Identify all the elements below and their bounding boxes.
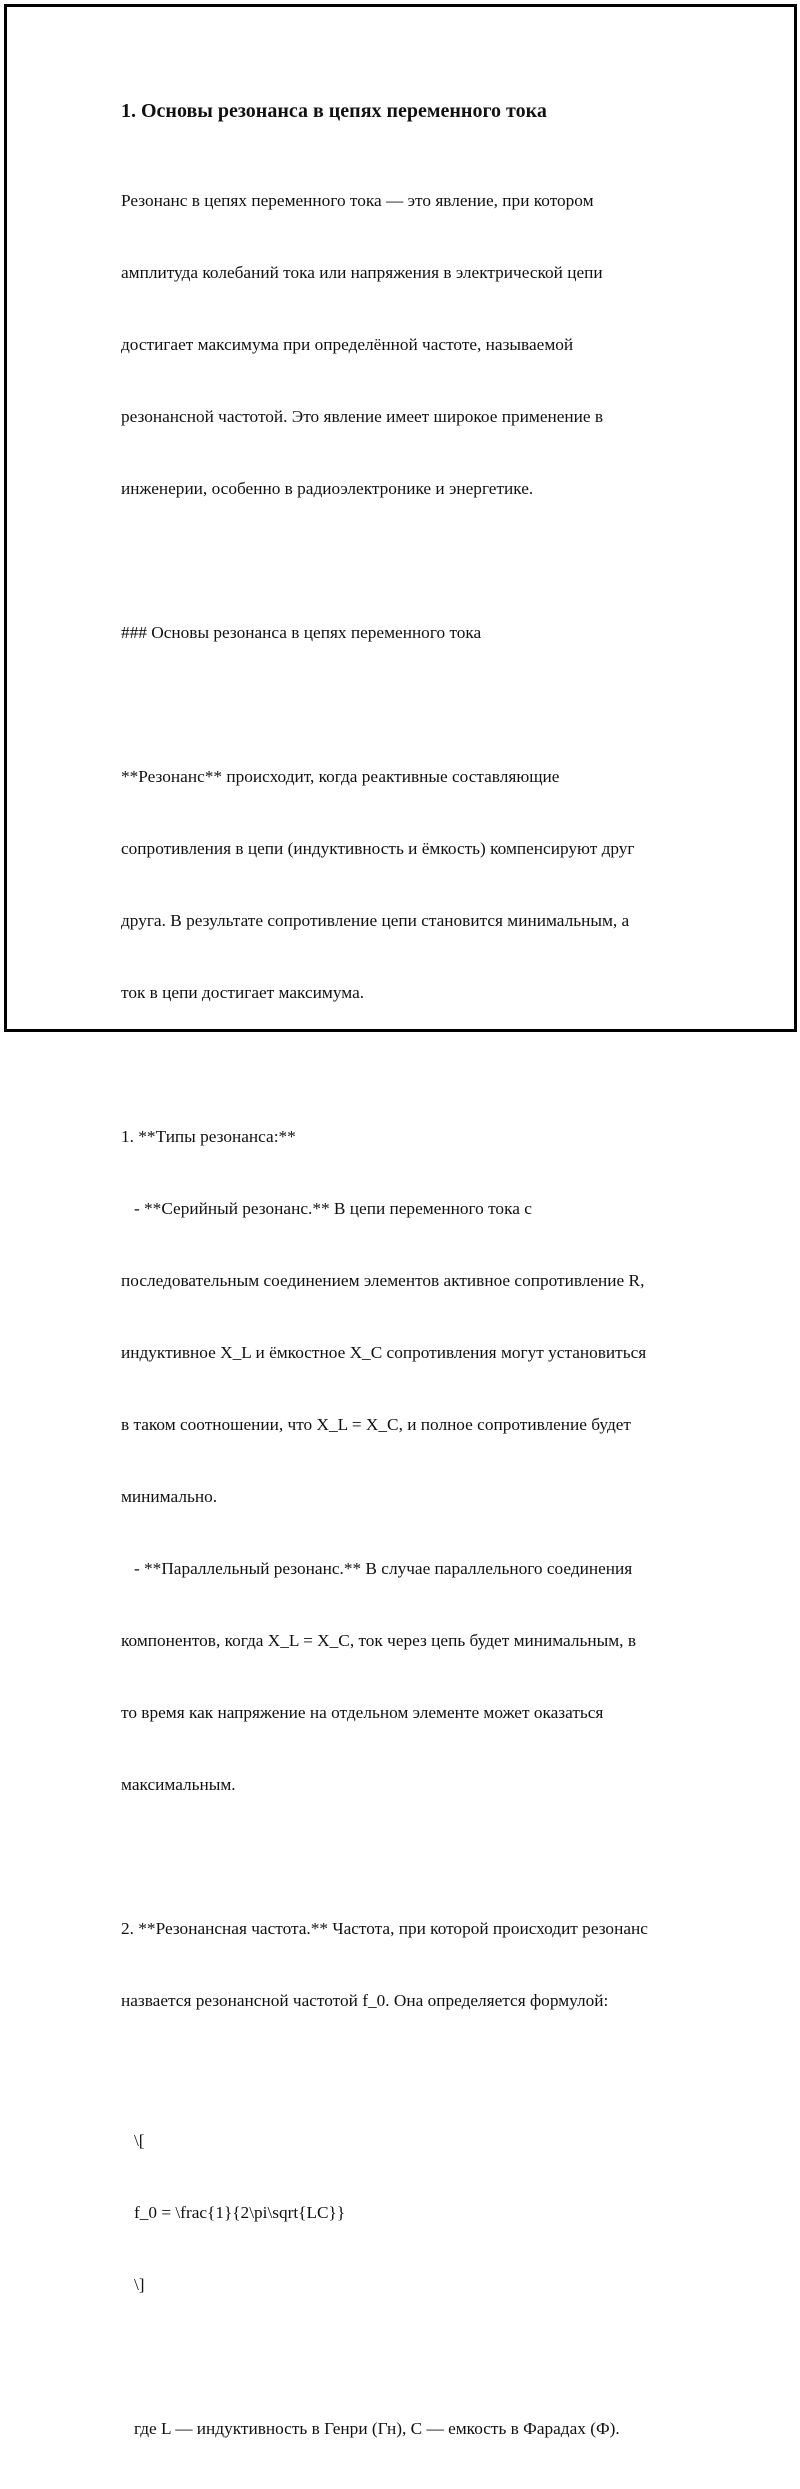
- text-line: резонансной частотой. Это явление имеет широкое применение в: [121, 407, 604, 426]
- formula-line: f_0 = \frac{1}{2\pi\sqrt{LC}}: [121, 2203, 346, 2222]
- text-line: - **Серийный резонанс.** В цепи переменного тока с: [121, 1199, 532, 1218]
- text-line: последовательным соединением элементов активное сопротивление R,: [121, 1271, 645, 1290]
- text-line: сопротивления в цепи (индуктивность и ёмкость) компенсируют друг: [121, 839, 635, 858]
- text-line: - **Параллельный резонанс.** В случае параллельного соединения: [121, 1559, 633, 1578]
- text-line: инженерии, особенно в радиоэлектронике и энергетике.: [121, 479, 534, 498]
- text-line: то время как напряжение на отдельном элементе может оказаться: [121, 1703, 604, 1722]
- resonant-frequency-paragraph: [121, 1869, 721, 2061]
- text-line: амплитуда колебаний тока или напряжения в электрической цепи: [121, 263, 603, 282]
- formula-explanation: [121, 2369, 721, 2489]
- text-line: Резонанс в цепях переменного тока — это явление, при котором: [121, 191, 594, 210]
- text-line: **Резонанс** происходит, когда реактивные составляющие: [121, 767, 560, 786]
- text-line: 2. **Резонансная частота.** Частота, при которой происходит резонанс: [121, 1919, 648, 1938]
- text-line: друга. В результате сопротивление цепи становится минимальным, а: [121, 911, 630, 930]
- text-line: индуктивное X_L и ёмкостное X_C сопротивления могут установиться: [121, 1343, 647, 1362]
- text-line: в таком соотношении, что X_L = X_C, и полное сопротивление будет: [121, 1415, 631, 1434]
- subheading-paragraph: [121, 573, 721, 693]
- text-line: максимальным.: [121, 1775, 236, 1794]
- text-line: где L — индуктивность в Генри (Гн), C — емкость в Фарадах (Ф).: [121, 2419, 620, 2438]
- text-line: минимально.: [121, 1487, 218, 1506]
- text-line: ток в цепи достигает максимума.: [121, 983, 365, 1002]
- text-line: назвается резонансной частотой f_0. Она определяется формулой:: [121, 1991, 609, 2010]
- formula-block: [121, 2081, 721, 2345]
- subheading-line: ### Основы резонанса в цепях переменного тока: [121, 623, 482, 642]
- resonance-types-list: [121, 1077, 721, 1845]
- formula-line: \]: [121, 2275, 145, 2294]
- formula-line: \[: [121, 2131, 145, 2150]
- text-line: достигает максимума при определённой частоте, называемой: [121, 335, 574, 354]
- text-line: компонентов, когда X_L = X_C, ток через цепь будет минимальным, в: [121, 1631, 636, 1650]
- intro-paragraph: [121, 141, 721, 549]
- document-body: [121, 98, 721, 2489]
- text-line: 1. **Типы резонанса:**: [121, 1127, 296, 1146]
- document-title: 1. Основы резонанса в цепях переменного тока: [121, 100, 547, 122]
- page-frame: [4, 4, 797, 2438]
- resonance-paragraph: [121, 717, 721, 1053]
